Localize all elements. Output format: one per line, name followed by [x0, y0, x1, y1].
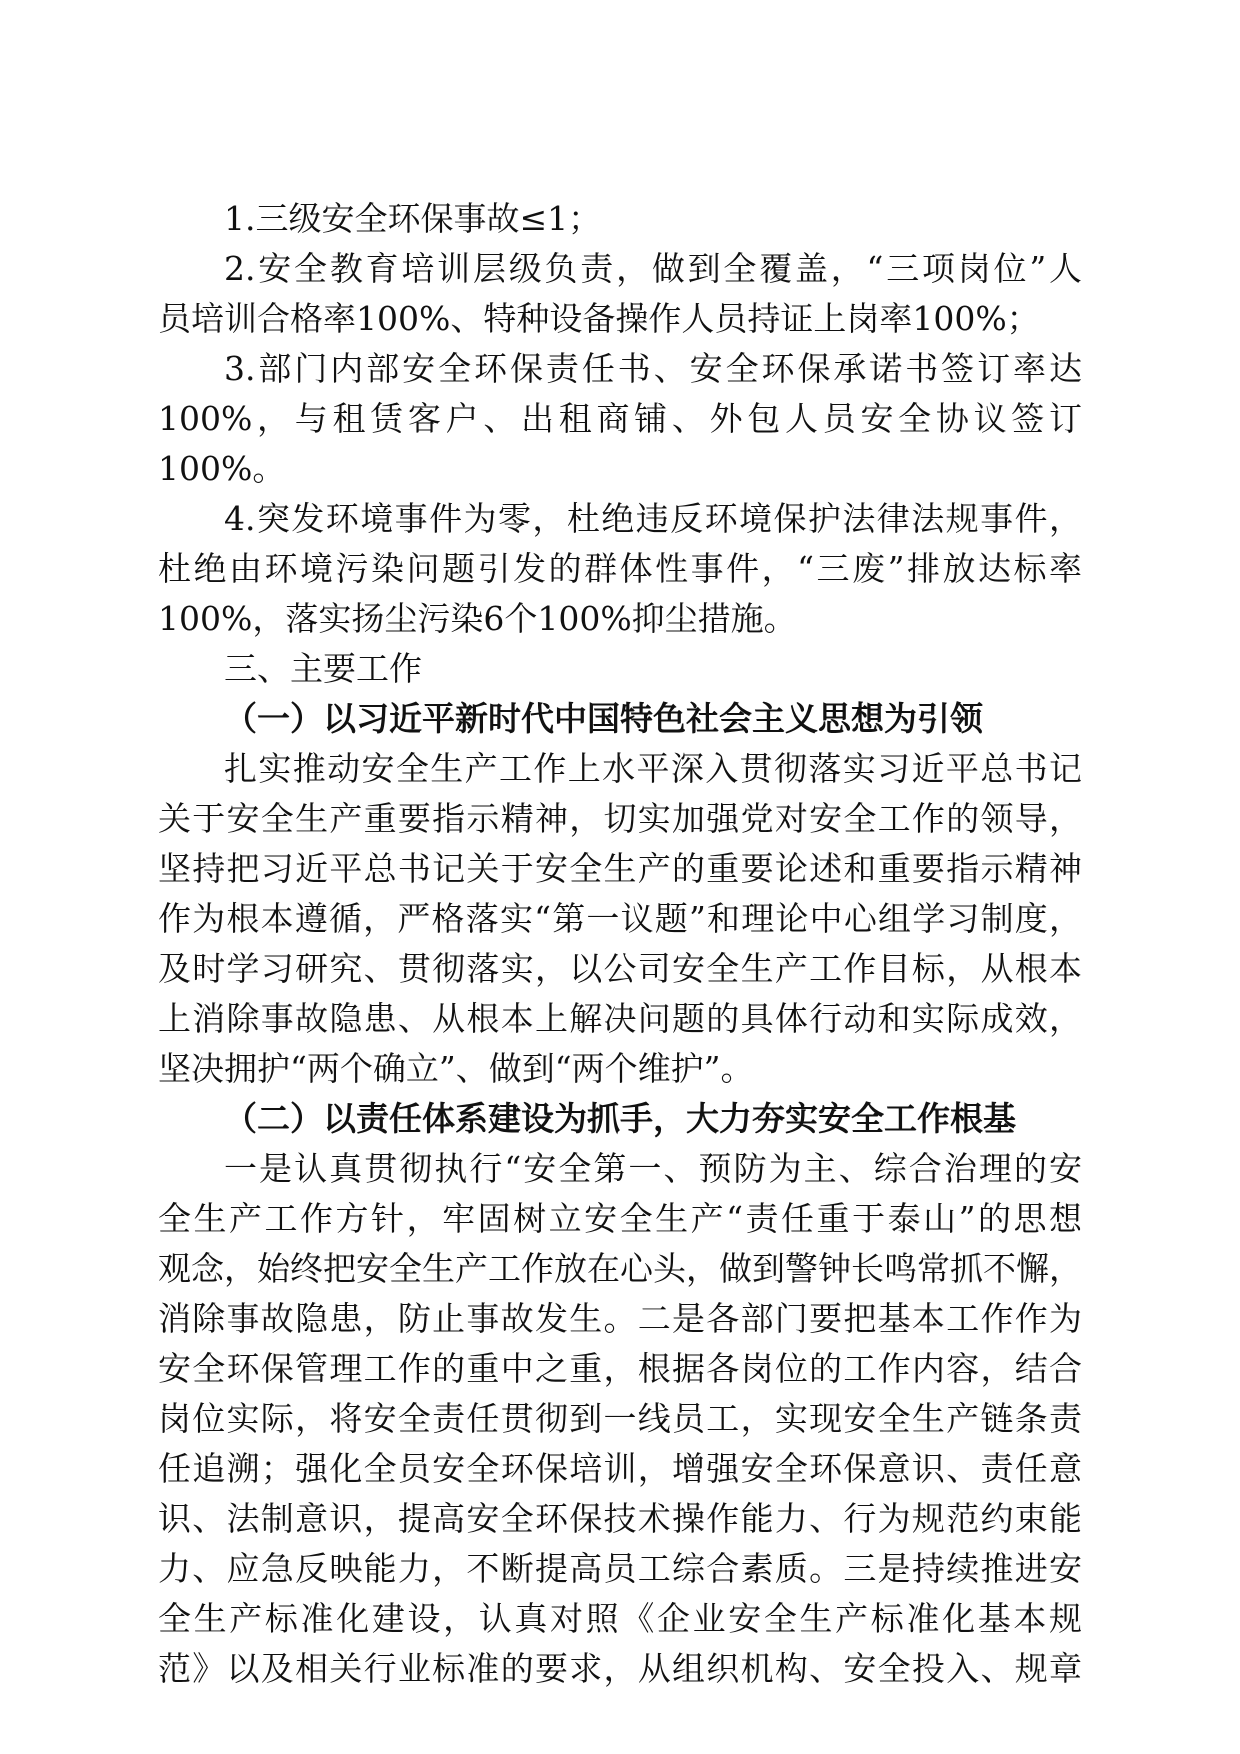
paragraph-2-line-7: 任追溯；强化全员安全环保培训，增强安全环保意识、责任意: [158, 1449, 1082, 1488]
target-item-4-line-1: 4.突发环境事件为零，杜绝违反环境保护法律法规事件，: [224, 499, 1082, 538]
paragraph-1-line-4: 作为根本遵循，严格落实“第一议题”和理论中心组学习制度，: [158, 899, 1082, 938]
paragraph-1-line-1: 扎实推动安全生产工作上水平深入贯彻落实习近平总书记: [224, 749, 1082, 788]
paragraph-1-line-3: 坚持把习近平总书记关于安全生产的重要论述和重要指示精神: [158, 849, 1082, 888]
paragraph-2-line-9: 力、应急反映能力，不断提高员工综合素质。三是持续推进安: [158, 1549, 1082, 1588]
paragraph-2-line-10: 全生产标准化建设，认真对照《企业安全生产标准化基本规: [158, 1599, 1082, 1638]
subheading-2: （二）以责任体系建设为抓手，大力夯实安全工作根基: [224, 1099, 1016, 1138]
subheading-1: （一）以习近平新时代中国特色社会主义思想为引领: [224, 699, 983, 738]
target-item-3-line-2: 100%，与租赁客户、出租商铺、外包人员安全协议签订: [158, 399, 1082, 438]
paragraph-1-line-5: 及时学习研究、贯彻落实，以公司安全生产工作目标，从根本: [158, 949, 1082, 988]
paragraph-2-line-6: 岗位实际，将安全责任贯彻到一线员工，实现安全生产链条责: [158, 1399, 1082, 1438]
paragraph-1-line-2: 关于安全生产重要指示精神，切实加强党对安全工作的领导，: [158, 799, 1082, 838]
paragraph-2-line-11: 范》以及相关行业标准的要求，从组织机构、安全投入、规章: [158, 1649, 1082, 1688]
paragraph-1-line-6: 上消除事故隐患、从根本上解决问题的具体行动和实际成效，: [158, 999, 1082, 1038]
target-item-3-line-1: 3.部门内部安全环保责任书、安全环保承诺书签订率达: [224, 349, 1082, 388]
paragraph-2-line-4: 消除事故隐患，防止事故发生。二是各部门要把基本工作作为: [158, 1299, 1082, 1338]
section-heading-main-work: 三、主要工作: [224, 649, 422, 688]
target-item-2-line-2: 员培训合格率100%、特种设备操作人员持证上岗率100%；: [158, 299, 1040, 338]
paragraph-2-line-8: 识、法制意识，提高安全环保技术操作能力、行为规范约束能: [158, 1499, 1082, 1538]
target-item-1: 1.三级安全环保事故≤1；: [224, 199, 602, 238]
target-item-4-line-3: 100%，落实扬尘污染6个100%抑尘措施。: [158, 599, 797, 638]
paragraph-1-line-7: 坚决拥护“两个确立”、做到“两个维护”。: [158, 1049, 754, 1088]
paragraph-2-line-3: 观念，始终把安全生产工作放在心头，做到警钟长鸣常抓不懈，: [158, 1249, 1082, 1288]
paragraph-2-line-5: 安全环保管理工作的重中之重，根据各岗位的工作内容，结合: [158, 1349, 1082, 1388]
target-item-4-line-2: 杜绝由环境污染问题引发的群体性事件，“三废”排放达标率: [158, 549, 1082, 588]
paragraph-2-line-1: 一是认真贯彻执行“安全第一、预防为主、综合治理的安: [224, 1149, 1082, 1188]
target-item-3-line-3: 100%。: [158, 449, 286, 488]
paragraph-2-line-2: 全生产工作方针，牢固树立安全生产“责任重于泰山”的思想: [158, 1199, 1082, 1238]
target-item-2-line-1: 2.安全教育培训层级负责，做到全覆盖，“三项岗位”人: [224, 249, 1082, 288]
